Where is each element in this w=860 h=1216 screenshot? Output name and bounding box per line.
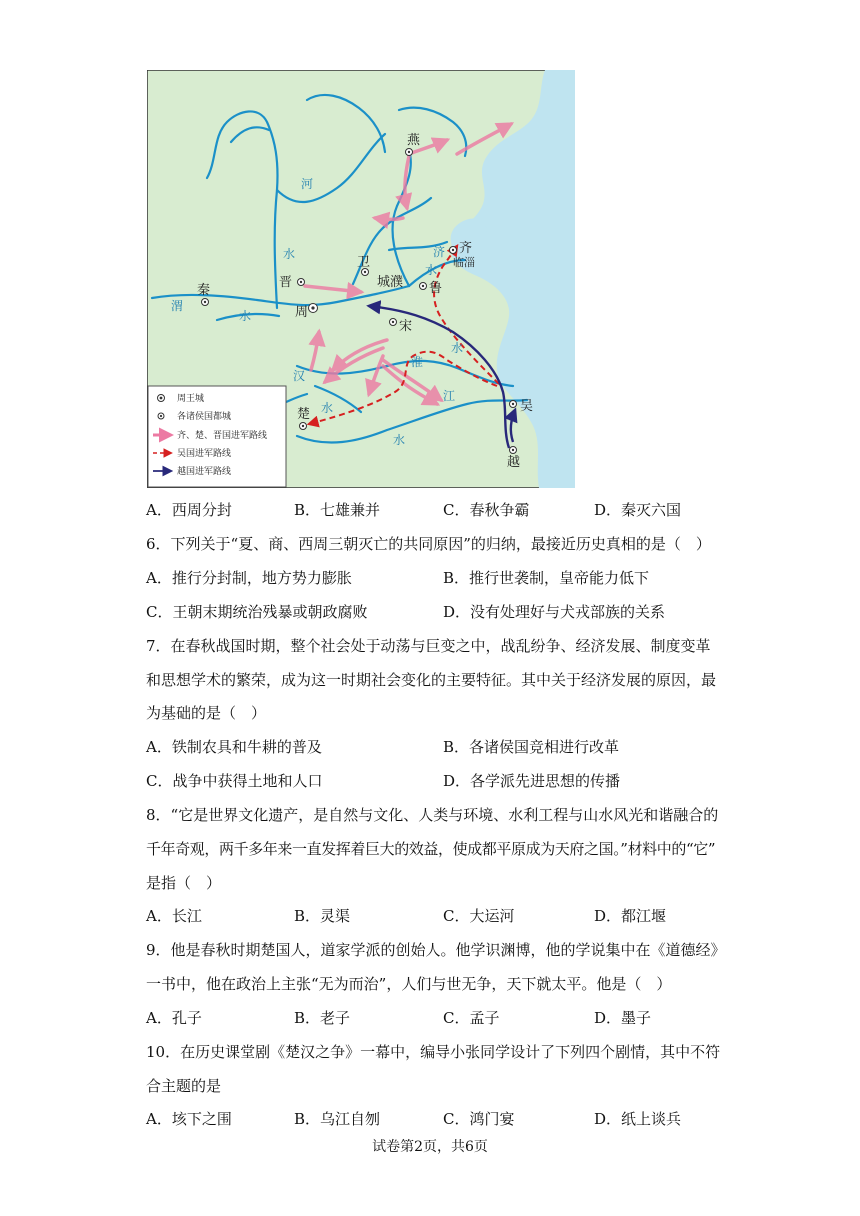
- q9-option-d[interactable]: D．墨子: [594, 1009, 652, 1027]
- river-label-shui-1: 水: [283, 247, 296, 261]
- river-label-jiang: 江: [443, 389, 456, 403]
- q10-option-c[interactable]: C．鸿门宴: [443, 1110, 515, 1128]
- q7-stem-line-3: 为基础的是（ ）: [146, 704, 267, 722]
- river-label-shui-5: 水: [321, 401, 334, 415]
- q5-option-b[interactable]: B．七雄兼并: [294, 501, 381, 519]
- q8-option-a[interactable]: A．长江: [146, 907, 202, 925]
- label-yan: 燕: [407, 133, 421, 148]
- q8-stem-line-2: 千年奇观，两千多年来一直发挥着巨大的效益，使成都平原成为天府之国。”材料中的“它”: [146, 840, 716, 858]
- legend-wu-route: 吴国进军路线: [177, 449, 232, 459]
- q10-option-d[interactable]: D．纸上谈兵: [594, 1110, 682, 1128]
- river-label-wei: 渭: [171, 299, 184, 313]
- q9-option-c[interactable]: C．孟子: [443, 1009, 500, 1027]
- label-yue: 越: [507, 455, 521, 470]
- river-label-ji: 济: [433, 245, 446, 259]
- q9-option-b[interactable]: B．老子: [294, 1009, 351, 1027]
- label-qin: 秦: [197, 283, 211, 298]
- river-label-shui-2: 水: [425, 263, 438, 277]
- legend-yue-route: 越国进军路线: [177, 467, 232, 477]
- q6-option-d[interactable]: D．没有处理好与犬戎部族的关系: [443, 603, 666, 621]
- legend-royal-city: 周王城: [177, 394, 205, 404]
- river-label-shui-3: 水: [239, 309, 252, 323]
- q7-option-d[interactable]: D．各学派先进思想的传播: [443, 772, 621, 790]
- label-qi: 齐: [459, 241, 473, 256]
- label-chu: 楚: [297, 407, 311, 422]
- label-zhou: 周: [295, 305, 309, 320]
- q7-stem-line-1: 7．在春秋战国时期，整个社会处于动荡与巨变之中，战乱纷争、经济发展、制度变革: [146, 637, 711, 655]
- river-label-huai: 淮: [411, 355, 424, 369]
- q9-option-a[interactable]: A．孔子: [146, 1009, 202, 1027]
- q8-option-d[interactable]: D．都江堰: [594, 907, 667, 925]
- label-wei: 卫: [357, 255, 371, 270]
- q8-stem-line-3: 是指（ ）: [146, 874, 222, 892]
- q10-stem-line-1: 10．在历史课堂剧《楚汉之争》一幕中，编导小张同学设计了下列四个剧情，其中不符: [146, 1043, 721, 1061]
- q6-option-a[interactable]: A．推行分封制，地方势力膨胀: [146, 569, 352, 587]
- q5-option-c[interactable]: C．春秋争霸: [443, 501, 530, 519]
- q5-option-a[interactable]: A．西周分封: [146, 501, 232, 519]
- river-label-shui-6: 水: [393, 433, 406, 447]
- q7-stem-line-2: 和思想学术的繁荣，成为这一时期社会变化的主要特征。其中关于经济发展的原因，最: [146, 671, 717, 689]
- q9-stem-line-1: 9．他是春秋时期楚国人，道家学派的创始人。他学识渊博，他的学说集中在《道德经》: [146, 941, 726, 959]
- label-song: 宋: [399, 319, 413, 334]
- q6-stem: 6．下列关于“夏、商、西周三朝灭亡的共同原因”的归纳，最接近历史真相的是（ ）: [146, 535, 711, 553]
- q7-option-b[interactable]: B．各诸侯国竞相进行改革: [443, 738, 620, 756]
- river-label-he: 河: [301, 177, 314, 191]
- q6-option-c[interactable]: C．王朝末期统治残暴或朝政腐败: [146, 603, 368, 621]
- q10-option-b[interactable]: B．乌江自刎: [294, 1110, 381, 1128]
- legend-vassal-capital: 各诸侯国都城: [177, 412, 232, 422]
- q9-stem-line-2: 一书中，他在政治上主张“无为而治”，人们与世无争，天下就太平。他是（ ）: [146, 975, 672, 993]
- q7-option-c[interactable]: C．战争中获得土地和人口: [146, 772, 323, 790]
- river-label-han: 汉: [293, 369, 306, 383]
- label-linzi: 临淄: [453, 256, 475, 269]
- q10-option-a[interactable]: A．垓下之围: [146, 1110, 232, 1128]
- spring-autumn-hegemony-map: [147, 70, 575, 488]
- q5-option-d[interactable]: D．秦灭六国: [594, 501, 682, 519]
- map-legend: [148, 386, 286, 487]
- page-footer: 试卷第2页，共6页: [372, 1139, 488, 1155]
- q8-option-b[interactable]: B．灵渠: [294, 907, 351, 925]
- q8-option-c[interactable]: C．大运河: [443, 907, 515, 925]
- q10-stem-line-2: 合主题的是: [146, 1077, 222, 1095]
- q8-stem-line-1: 8．“它是世界文化遗产，是自然与文化、人类与环境、水利工程与山水风光和谐融合的: [146, 806, 719, 824]
- label-lu: 鲁: [429, 281, 443, 296]
- label-chengpu: 城濮: [377, 275, 404, 290]
- legend-qi-chu-jin-route: 齐、楚、晋国进军路线: [177, 431, 268, 441]
- q6-option-b[interactable]: B．推行世袭制，皇帝能力低下: [443, 569, 650, 587]
- q7-option-a[interactable]: A．铁制农具和牛耕的普及: [146, 738, 322, 756]
- river-label-shui-4: 水: [451, 341, 464, 355]
- label-wu: 吴: [520, 399, 534, 414]
- label-jin: 晋: [279, 275, 293, 290]
